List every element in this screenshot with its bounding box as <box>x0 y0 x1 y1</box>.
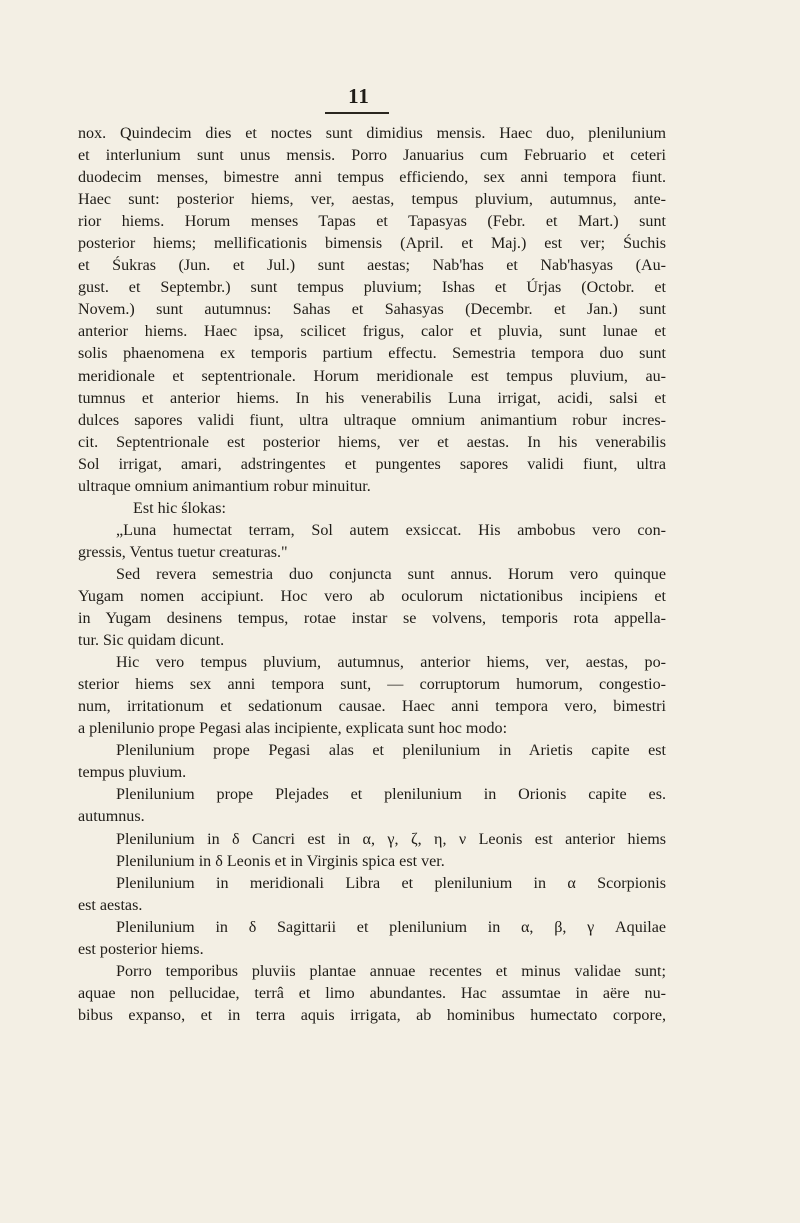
text-line: est posterior hiems. <box>78 940 204 958</box>
text-line: a plenilunio prope Pegasi alas incipiente, explicata sunt hoc modo: <box>78 720 508 738</box>
text-line: Plenilunium in meridionali Libra et plenilunium in α Scorpionis <box>116 874 666 892</box>
text-line: dulces sapores validi fiunt, ultra ultraque omnium animantium robur incres- <box>78 411 666 429</box>
text-line: est aestas. <box>78 896 143 914</box>
text-line: duodecim menses, bimestre anni tempus efficiendo, sex anni tempora fiunt. <box>78 169 666 187</box>
text-line: Est hic ślokas: <box>133 499 226 517</box>
page-number: 11 <box>348 84 370 108</box>
text-line: Novem.) sunt autumnus: Sahas et Sahasyas (Decembr. et Jan.) sunt <box>78 301 666 319</box>
body-text <box>78 123 666 1027</box>
text-line: Porro temporibus pluviis plantae annuae recentes et minus validae sunt; <box>116 962 666 980</box>
text-line: bibus expanso, et in terra aquis irrigata, ab hominibus humectato corpore, <box>78 1006 666 1024</box>
text-line: anterior hiems. Haec ipsa, scilicet frigus, calor et pluvia, sunt lunae et <box>78 323 666 341</box>
text-line: Hic vero tempus pluvium, autumnus, anterior hiems, ver, aestas, po- <box>116 654 666 672</box>
header-rule <box>325 112 389 114</box>
text-line: Plenilunium in δ Cancri est in α, γ, ζ, η, ν Leonis est anterior hiems <box>116 830 666 848</box>
text-line: Sed revera semestria duo conjuncta sunt annus. Horum vero quinque <box>116 565 666 583</box>
text-line: num, irritationum et sedationum causae. Haec anni tempora vero, bimestri <box>78 698 666 716</box>
text-line: gressis, Ventus tuetur creaturas." <box>78 543 288 561</box>
text-line: Plenilunium in δ Sagittarii et plenilunium in α, β, γ Aquilae <box>116 918 666 936</box>
text-line: cit. Septentrionale est posterior hiems, ver et aestas. In his venerabilis <box>78 433 666 451</box>
text-line: posterior hiems; mellificationis bimensis (April. et Maj.) est ver; Śuchis <box>78 235 666 253</box>
text-line: ultraque omnium animantium robur minuitur. <box>78 477 371 495</box>
text-line: tur. Sic quidam dicunt. <box>78 632 225 650</box>
text-line: Yugam nomen accipiunt. Hoc vero ab oculorum nictationibus incipiens et <box>78 587 666 605</box>
text-line: gust. et Septembr.) sunt tempus pluvium; Ishas et Úrjas (Octobr. et <box>78 279 666 297</box>
text-line: nox. Quindecim dies et noctes sunt dimidius mensis. Haec duo, plenilunium <box>78 125 666 142</box>
text-line: et Śukras (Jun. et Jul.) sunt aestas; Nab'has et Nab'hasyas (Au- <box>78 257 666 275</box>
text-line: Haec sunt: posterior hiems, ver, aestas, tempus pluvium, autumnus, ante- <box>78 191 666 209</box>
text-line: autumnus. <box>78 808 145 826</box>
text-line: Plenilunium prope Pegasi alas et plenilunium in Arietis capite est <box>116 742 666 760</box>
text-line: „Luna humectat terram, Sol autem exsiccat. His ambobus vero con- <box>116 521 666 539</box>
text-line: Sol irrigat, amari, adstringentes et pungentes sapores validi fiunt, ultra <box>78 455 666 473</box>
text-line: sterior hiems sex anni tempora sunt, — corruptorum humorum, congestio- <box>78 676 666 694</box>
text-line: tempus pluvium. <box>78 764 187 782</box>
text-line: et interlunium sunt unus mensis. Porro Januarius cum Februario et ceteri <box>78 147 666 165</box>
text-line: meridionale et septentrionale. Horum meridionale est tempus pluvium, au- <box>78 367 666 385</box>
text-line: solis phaenomena ex temporis partium effectu. Semestria tempora duo sunt <box>78 345 666 363</box>
text-line: tumnus et anterior hiems. In his venerabilis Luna irrigat, acidi, salsi et <box>78 389 666 407</box>
text-line: rior hiems. Horum menses Tapas et Tapasyas (Febr. et Mart.) sunt <box>78 213 666 231</box>
text-line: Plenilunium in δ Leonis et in Virginis spica est ver. <box>116 852 445 870</box>
text-line: Plenilunium prope Plejades et plenilunium in Orionis capite es. <box>116 786 666 804</box>
text-line: aquae non pellucidae, terrâ et limo abundantes. Hac assumtae in aëre nu- <box>78 984 666 1002</box>
text-line: in Yugam desinens tempus, rotae instar se volvens, temporis rota appella- <box>78 610 666 628</box>
